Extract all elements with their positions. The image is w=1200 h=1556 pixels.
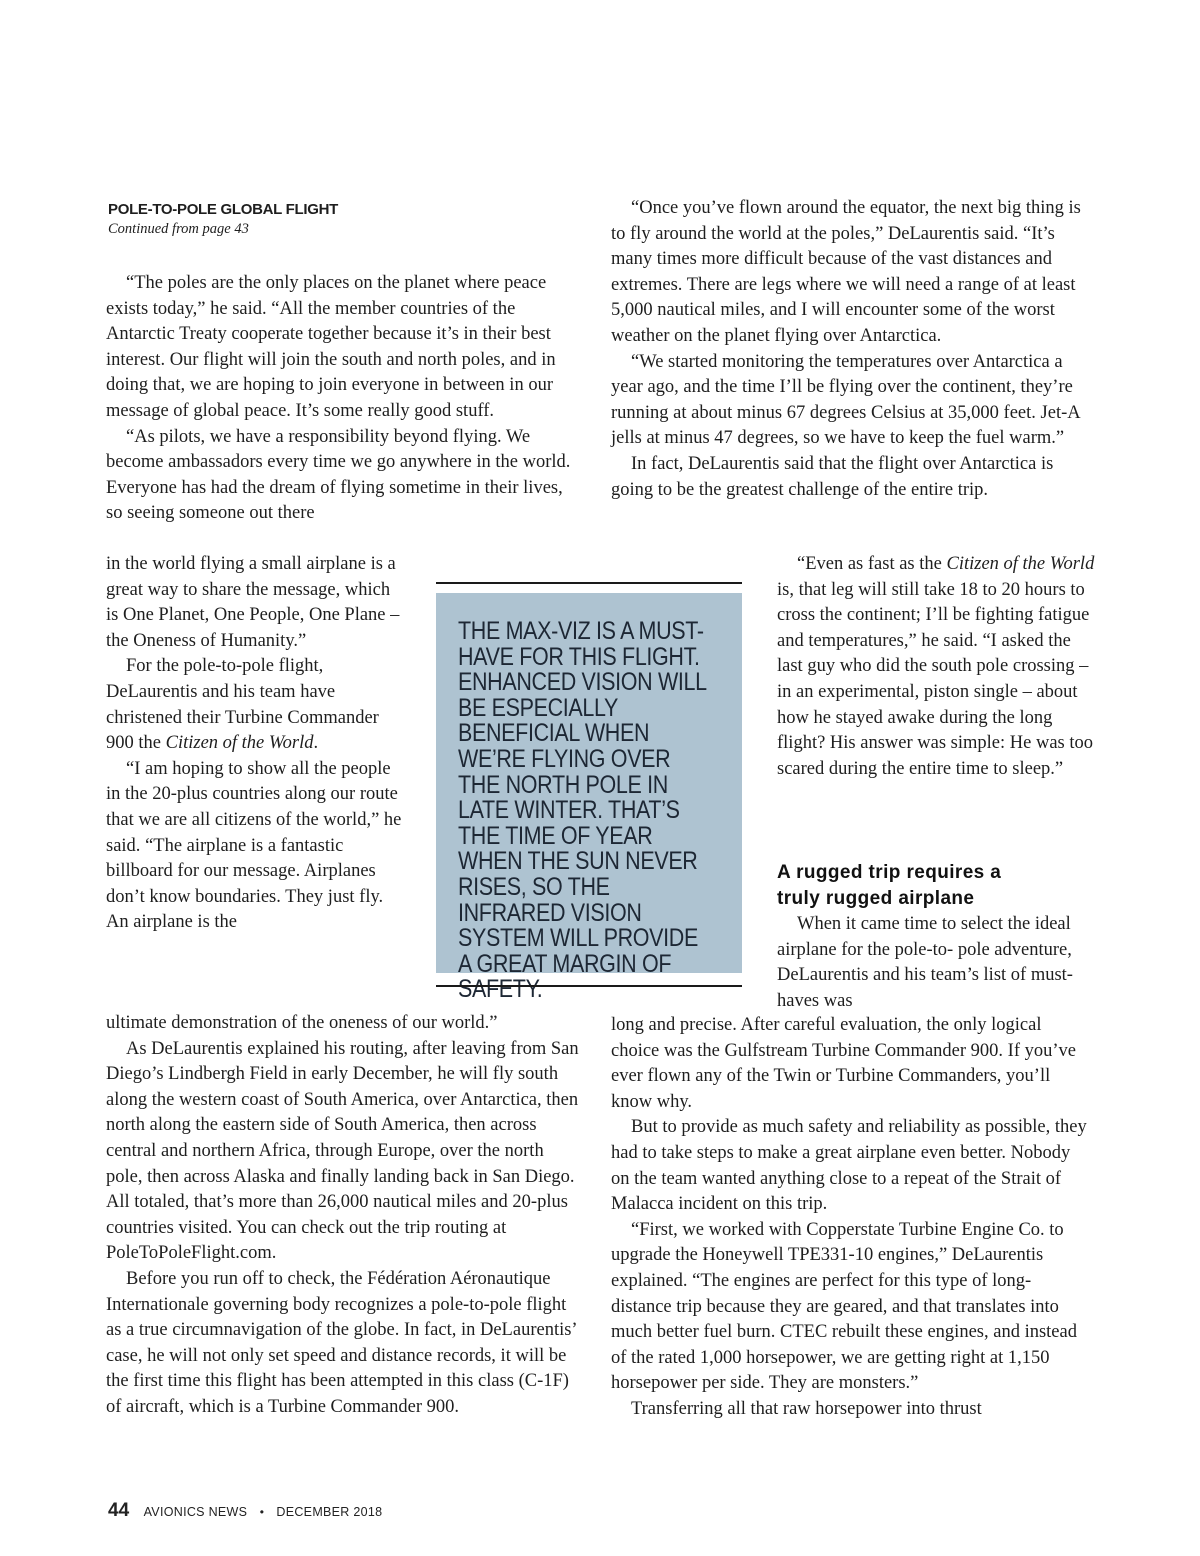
subhead-line: A rugged trip requires a <box>777 862 1002 883</box>
paragraph <box>106 425 580 527</box>
text-line: It’s some really good stuff. <box>295 400 495 421</box>
aircraft-name-italic: the World <box>1022 554 1095 574</box>
text-line: in their best interest. Our flight will join the south and <box>106 324 551 370</box>
text-line: the last guy who did the south pole <box>777 630 1071 677</box>
text-line: this type of long-distance trip because they are geared, <box>611 1270 1032 1317</box>
paragraph <box>106 1037 580 1267</box>
text-line: his team’s list of must-haves was <box>777 965 1073 1011</box>
text-line: horsepower, we are getting right at 1,150 horsepower <box>611 1347 1050 1394</box>
text-line: citizens of the world,” he said. <box>106 809 402 856</box>
text-line: “Once you’ve flown around the equator, the next <box>631 198 993 218</box>
pullquote-bottom-rule <box>436 985 742 987</box>
paragraph <box>106 1011 580 1037</box>
text-line: a pole-to-pole flight as a true circumnavigation of the <box>106 1294 567 1341</box>
paragraph <box>611 1013 1091 1115</box>
text-line: set speed and distance records, it will be the first time <box>106 1345 567 1392</box>
paragraph <box>611 196 1091 350</box>
text-line: “The poles are the only places on the planet where <box>126 273 500 293</box>
text-line: We become ambassadors every time we go anywhere <box>106 426 531 473</box>
text-line: long and precise. After careful evaluation, the only <box>611 1015 987 1035</box>
text-line: DeLaurentis said. “It’s many times more difficult <box>611 223 1055 270</box>
text-line: is, that leg will still <box>777 579 920 600</box>
page-number: 44 <box>108 1500 130 1521</box>
text-line: “We started monitoring the temperatures over <box>631 351 970 372</box>
text-line: Before you run off to check, the Fédération <box>126 1268 447 1289</box>
text-line: Commanders, you’ll know why. <box>611 1066 1051 1112</box>
aircraft-name-italic: Citizen of the <box>165 733 265 754</box>
text-line: DeLaurentis explained. “The engines are perfect for <box>611 1245 1044 1291</box>
text-line: was simple: He was too scared <box>777 733 1093 779</box>
text-line: logical choice was the Gulfstream Turbine Commander <box>611 1015 1042 1061</box>
text-line: peace exists today,” he said. “All the member countries <box>106 273 547 319</box>
paragraph <box>106 552 406 654</box>
paragraph <box>777 912 1097 1014</box>
text-line: continent; I’ll be fighting fatigue <box>846 605 1090 626</box>
section-label: POLE-TO-POLE GLOBAL FLIGHT <box>108 201 338 218</box>
page-footer <box>108 1500 382 1522</box>
text-line: degrees, so we have to keep the fuel warm.” <box>737 428 1065 449</box>
text-line: Commander 900 the <box>106 707 379 754</box>
text-line: north poles, and in doing that, we are hoping to join <box>106 349 556 396</box>
text-line: pole adventure, DeLaurentis and <box>777 939 1072 986</box>
aircraft-name-italic: World <box>268 733 314 754</box>
right-column-wrap <box>777 552 1097 782</box>
text-line: “As pilots, we have a responsibility beyond flying. <box>126 426 502 447</box>
text-line: Antarctica a year ago, and the time I’ll be flying <box>611 351 1063 398</box>
text-line: airplane even better. Nobody on the team wanted <box>611 1142 1071 1189</box>
text-line: have christened their Turbine <box>106 681 336 728</box>
text-line: 900. If you’ve ever flown any of the Twin or Turbine <box>611 1040 1076 1087</box>
pullquote-box <box>436 593 742 1004</box>
text-line: the message, which is One Planet, <box>106 579 391 626</box>
text-line: in the world. Everyone has had the dream of flying <box>106 452 571 498</box>
pullquote-top-rule <box>436 582 742 584</box>
left-column-bottom <box>106 1011 580 1421</box>
footer-separator: • <box>259 1505 264 1519</box>
text-line: Airplanes don’t know boundaries. <box>106 861 376 907</box>
text-line: incident on this trip. <box>678 1194 828 1215</box>
text-line: sometime in their lives, so seeing someone out there <box>106 477 563 524</box>
text-line: the ideal airplane for the pole-to- <box>777 914 1071 960</box>
paragraph <box>106 271 580 425</box>
issue-date: DECEMBER 2018 <box>276 1505 383 1519</box>
text-line: per side. They are monsters.” <box>701 1373 919 1394</box>
text-line: “Even as fast as the <box>797 554 942 574</box>
text-line: DeLaurentis and his team <box>106 681 296 702</box>
text-line: everyone in between in our message of global peace. <box>106 375 553 421</box>
paragraph <box>611 1397 1091 1423</box>
text-line: billboard for our message. <box>106 861 301 882</box>
paragraph <box>611 1218 1091 1397</box>
text-line: along our route that we are all <box>106 784 398 830</box>
text-line: Oneness of Humanity.” <box>133 630 307 651</box>
text-line: side of South America, then across central and northern <box>106 1115 537 1161</box>
text-line: and temperatures,” he said. “I asked <box>777 630 1044 651</box>
text-line: Transferring all that raw horsepower into thrust <box>631 1398 982 1419</box>
text-line: because of the vast distances and extremes. There <box>611 249 1052 295</box>
text-line: possible, they had to take steps to make a great <box>611 1117 1087 1163</box>
text-line: “First, we worked with Copperstate Turbine Engine <box>631 1219 1014 1240</box>
text-line: Aéronautique Internationale governing body recognizes <box>106 1268 551 1315</box>
aircraft-name-italic: Citizen of <box>946 554 1018 574</box>
text-line: this flight has been attempted in this class (C-1F) of <box>106 1371 569 1417</box>
right-column-top <box>611 196 1091 503</box>
text-line: anything close to a repeat of the Strait of Malacca <box>611 1168 1062 1215</box>
text-line: Co. to upgrade the Honeywell TPE331-10 engines,” <box>611 1219 1064 1266</box>
text-line: For the pole-to-pole flight, <box>126 656 324 677</box>
text-line: aircraft, which is a Turbine Commander 900. <box>126 1396 459 1417</box>
text-line: people in the 20-plus countries <box>106 758 391 805</box>
text-line: across Alaska and finally landing back in San Diego. <box>183 1166 575 1187</box>
text-line: during the entire time to sleep.” <box>828 758 1064 779</box>
text-line: As DeLaurentis explained his routing, after leaving <box>126 1038 506 1059</box>
right-column-after-subhead <box>777 912 1097 1014</box>
text-line: But to provide as much safety and reliability as <box>631 1117 981 1138</box>
text-line: In fact, DeLaurentis said that the flight over Antarctica <box>631 453 1037 474</box>
text-line: crossing – in an experimental, piston <box>777 656 1089 702</box>
text-line: globe. In fact, in DeLaurentis’ case, he will not only <box>106 1320 577 1366</box>
text-line: America, over Antarctica, then north along the eastern <box>106 1089 579 1136</box>
left-column-top <box>106 271 580 527</box>
paragraph <box>777 552 1097 782</box>
paragraph <box>106 757 406 936</box>
text-line: “The airplane is a fantastic <box>145 835 344 856</box>
paragraph <box>611 350 1091 452</box>
continued-from-note: Continued from page 43 <box>108 221 249 237</box>
paragraph <box>611 452 1091 503</box>
paragraph <box>611 1115 1091 1217</box>
text-line: ultimate demonstration of the oneness of our world.” <box>106 1013 498 1033</box>
text-line: Africa, through Europe, over the north pole, then <box>106 1140 544 1187</box>
text-line: airplane is a great way to share <box>106 554 396 600</box>
subhead-line: truly rugged airplane <box>777 887 975 909</box>
text-line: of the Antarctic Treaty cooperate together because it’s <box>106 298 516 345</box>
text-line: 20-plus countries visited. You can check out the trip <box>106 1192 568 1238</box>
text-line: from San Diego’s Lindbergh Field in early December, <box>106 1038 579 1085</box>
publication-name: AVIONICS NEWS <box>143 1505 248 1519</box>
paragraph <box>106 654 406 756</box>
text-line: he will fly south along the western coast of South <box>106 1064 559 1110</box>
text-line: over the continent, they’re running at about minus 67 <box>611 377 1073 423</box>
text-line: is going to be the greatest challenge of the entire trip. <box>611 453 1054 500</box>
text-line: take 18 to 20 hours to cross the <box>777 579 1085 626</box>
text-line: big thing is to fly around the world at the poles,” <box>611 198 1081 244</box>
continued-header <box>108 200 408 238</box>
text-line: in the world flying a small <box>106 554 302 574</box>
text-line: When it came time to select <box>797 914 1003 934</box>
text-line: weather on the planet flying over Antarctica. <box>611 325 942 346</box>
left-column-wrap <box>106 552 406 936</box>
text-line: single – about how he stayed awake <box>777 681 1078 728</box>
text-line: during the long flight? His answer <box>777 707 1053 754</box>
text-line: and that translates into much better fuel burn. CTEC <box>611 1296 1059 1343</box>
section-subhead <box>777 860 1097 911</box>
text-fragment: . <box>313 733 319 754</box>
text-line: All totaled, that’s more than 26,000 nautical miles and <box>106 1192 508 1213</box>
right-column-bottom <box>611 1013 1091 1423</box>
text-line: One People, One Plane – the <box>106 605 400 651</box>
text-line: are legs where we will need a range of at least 5,000 <box>611 274 1076 321</box>
pullquote-text: THE MAX-VIZ IS A MUST-HAVE FOR THIS FLIGHT. ENHANCED VISION WILL BE ESPECIALLY BENEFICIAL WHEN WE’RE FLYING OVER THE NORTH POLE IN LATE WINTER. THAT’S THE TIME OF YEAR WHEN THE SUN NEVER RISES, SO THE INFRARED VISION SYSTEM WILL PROVIDE A GREAT MARGIN OF SAFETY. <box>458 617 706 1004</box>
text-line: degrees Celsius at 35,000 feet. Jet-A jells at minus 47 <box>611 402 1080 449</box>
text-line: “I am hoping to show all the <box>126 758 337 779</box>
text-line: routing at PoleToPoleFlight.com. <box>106 1217 507 1264</box>
text-line: rebuilt these engines, and instead of the rated 1,000 <box>611 1322 1077 1368</box>
text-line: nautical miles, and I will encounter some of the worst <box>657 300 1055 321</box>
paragraph <box>106 1267 580 1421</box>
text-line: They just fly. An airplane is the <box>106 886 384 933</box>
